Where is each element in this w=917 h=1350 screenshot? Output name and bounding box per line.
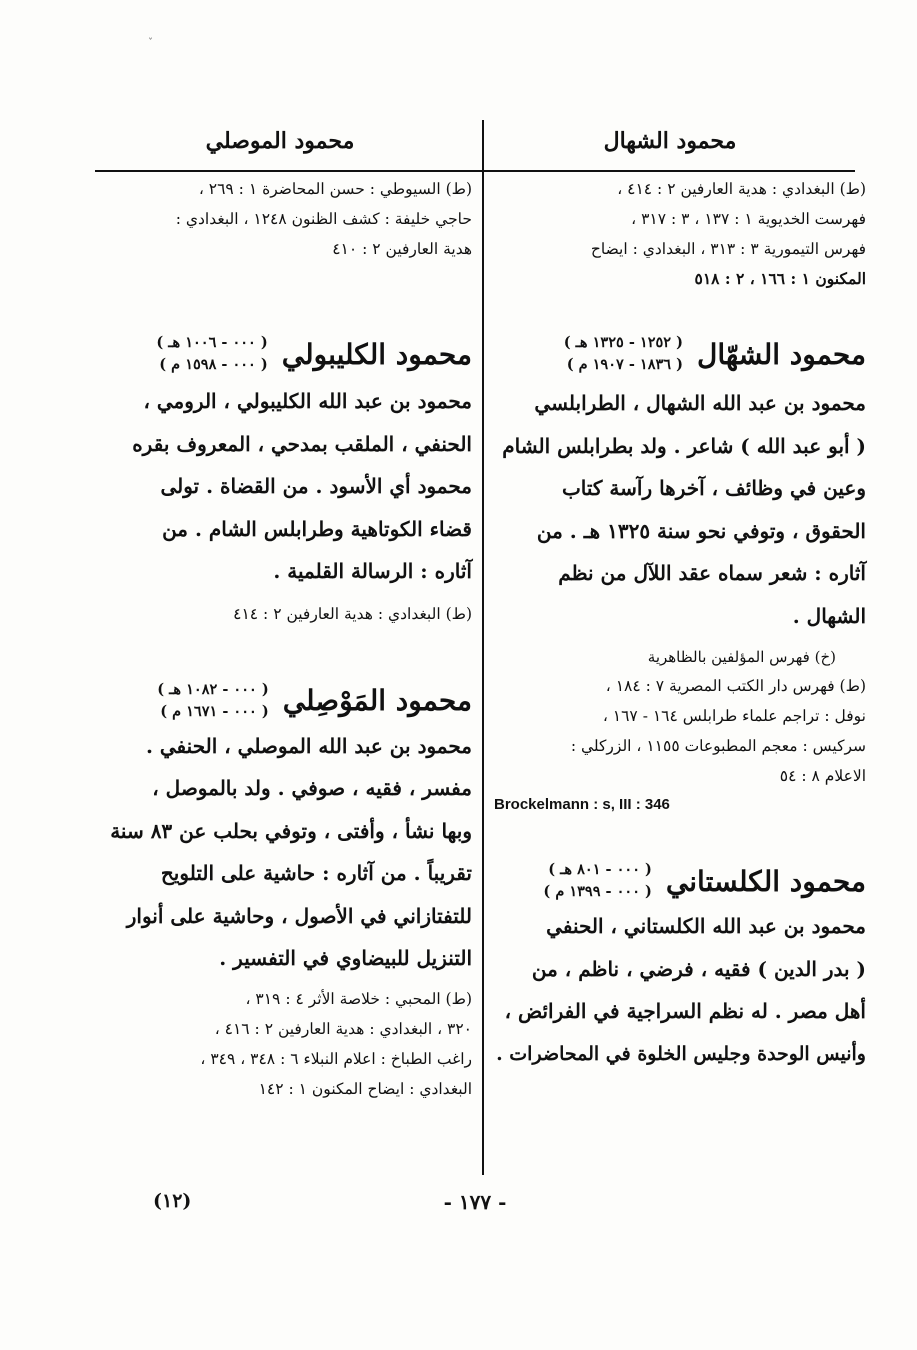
body-line: ( أبو عبد الله ) شاعر . ولد بطرابلس الشام	[502, 433, 866, 458]
entry-references	[494, 671, 866, 791]
left-column	[100, 172, 472, 1104]
body-line: محمود بن عبد الله الموصلي ، الحنفي .	[145, 733, 472, 758]
body-line: تقريباً . من آثاره : حاشية على التلويح	[160, 861, 472, 885]
entry-name: محمود المَوْصِلي	[282, 684, 472, 717]
entry-heading	[100, 679, 472, 723]
entry-kulistani	[494, 859, 866, 1075]
dates-gregorian: ( ٠٠٠ - ١٥٩٨ م )	[159, 356, 268, 373]
reference-line: حاجي خليفة : كشف الظنون ١٢٤٨ ، البغدادي :	[175, 210, 472, 228]
entry-heading	[100, 332, 472, 376]
dates-gregorian: ( ٠٠٠ - ١٣٩٩ م )	[543, 883, 652, 900]
reference-line: البغدادي : ايضاح المكنون ١ : ١٤٢	[258, 1079, 472, 1098]
reference-line: راغب الطباخ : اعلام النبلاء ٦ : ٣٤٨ ، ٣٤٩ ،	[200, 1049, 472, 1068]
entry-name: محمود الكليبولي	[281, 337, 472, 371]
entry-dates	[564, 332, 683, 376]
reference-line: ٣٢٠ ، البغدادي : هدية العارفين ٢ : ٤١٦ ،	[214, 1019, 472, 1038]
reference-line: فهرست الخديوية ١ : ١٣٧ ، ٣ : ٣١٧ ،	[631, 210, 866, 228]
reference-line: نوفل : تراجم علماء طرابلس ١٦٤ - ١٦٧ ،	[602, 707, 866, 725]
right-column	[494, 172, 866, 1075]
running-headers	[95, 118, 855, 170]
page-number: - ١٧٧ -	[443, 1190, 507, 1214]
body-line: قضاء الكوتاهية وطرابلس الشام . من	[162, 516, 472, 541]
entry-heading	[494, 859, 866, 903]
body-line: الحقوق ، وتوفي نحو سنة ١٣٢٥ هـ . من	[536, 518, 866, 543]
reference-line: (ط) فهرس دار الكتب المصرية ٧ : ١٨٤ ،	[605, 677, 866, 695]
reference-line: الاعلام ٨ : ٥٤	[779, 767, 866, 785]
continued-references	[100, 174, 472, 264]
entry-mawsili	[100, 679, 472, 1104]
dates-gregorian: ( ١٨٣٦ - ١٩٠٧ م )	[566, 356, 683, 373]
entry-name: محمود الكلستاني	[665, 864, 866, 898]
dates-hijri: ( ٠٠٠ - ٨٠١ هـ )	[548, 861, 652, 878]
body-line: وبها نشأ ، وأفتى ، وتوفي بحلب عن ٨٣ سنة	[110, 818, 472, 843]
continued-references	[494, 174, 866, 294]
body-line: مفسر ، فقيه ، صوفي . ولد بالموصل ،	[152, 776, 472, 800]
body-line: وأنيس الوحدة وجليس الخلوة في المحاضرات .	[496, 1042, 866, 1065]
dates-hijri: ( ١٢٥٢ - ١٣٢٥ هـ )	[563, 334, 683, 351]
dates-hijri: ( ٠٠٠ - ١٠٨٢ هـ )	[157, 680, 269, 698]
entry-shahhal	[494, 332, 866, 819]
entry-dates	[156, 332, 267, 376]
body-line: ( بدر الدين ) فقيه ، فرضي ، ناظم ، من	[531, 956, 866, 981]
entry-references	[100, 599, 472, 629]
body-line: وعين في وظائف ، آخرها رآسة كتاب	[561, 476, 866, 500]
entry-body	[494, 905, 866, 1075]
entry-heading	[494, 332, 866, 376]
dates-gregorian: ( ٠٠٠ - ١٦٧١ م )	[160, 702, 269, 720]
entry-body	[100, 725, 472, 980]
entry-references	[100, 984, 472, 1104]
body-line: الحنفي ، الملقب بمدحي ، المعروف بقره	[132, 431, 472, 456]
body-line: محمود بن عبد الله الشهال ، الطرابلسي	[534, 391, 866, 415]
reference-line: فهرس التيمورية ٣ : ٣١٣ ، البغدادي : ايضاح	[590, 240, 866, 258]
body-line: محمود بن عبد الله الكلستاني ، الحنفي	[546, 914, 866, 938]
reference-line: (ط) السيوطي : حسن المحاضرة ١ : ٢٦٩ ،	[198, 180, 472, 198]
body-line: محمود أي الأسود . من القضاة . تولى	[160, 474, 472, 498]
latin-reference: Brockelmann : s, III : 346	[494, 796, 670, 813]
body-line: أهل مصر . له نظم السراجية في الفرائض ،	[504, 999, 866, 1023]
body-line: التنزيل للبيضاوي في التفسير .	[219, 946, 472, 970]
reference-line: (ط) المحبي : خلاصة الأثر ٤ : ٣١٩ ،	[245, 989, 472, 1008]
entry-body	[494, 382, 866, 637]
entry-body	[100, 380, 472, 593]
reference-line: (ط) البغدادي : هدية العارفين ٢ : ٤١٤	[233, 604, 472, 623]
dates-hijri: ( ٠٠٠ - ١٠٠٦ هـ )	[156, 334, 268, 351]
body-line: آثاره : شعر سماه عقد اللآل من نظم	[558, 561, 866, 585]
manuscript-note: (خ) فهرس المؤلفين بالظاهرية	[647, 648, 836, 666]
reference-line: (ط) البغدادي : هدية العارفين ٢ : ٤١٤ ،	[617, 180, 866, 198]
stray-mark: ˇ	[148, 38, 153, 49]
column-divider	[482, 120, 484, 1175]
page-footer	[95, 1190, 855, 1220]
entry-kilibuli	[100, 332, 472, 629]
entry-dates	[157, 679, 268, 723]
running-header-left: محمود الموصلي	[205, 128, 355, 154]
reference-line: سركيس : معجم المطبوعات ١١٥٥ ، الزركلي :	[570, 737, 866, 755]
reference-line: المكنون ١ : ١٦٦ ، ٢ : ٥١٨	[694, 269, 866, 288]
entry-name: محمود الشهّال	[696, 337, 866, 371]
body-line: آثاره : الرسالة القلمية .	[273, 559, 472, 583]
body-line: الشهال .	[792, 603, 866, 628]
entry-dates	[543, 859, 652, 903]
body-line: للتفتازاني في الأصول ، وحاشية على أنوار	[126, 903, 472, 928]
running-header-right: محمود الشهال	[603, 128, 737, 154]
body-line: محمود بن عبد الله الكليبولي ، الرومي ،	[143, 389, 472, 413]
signature-mark: (١٢)	[153, 1190, 192, 1212]
reference-line: هدية العارفين ٢ : ٤١٠	[332, 240, 472, 258]
